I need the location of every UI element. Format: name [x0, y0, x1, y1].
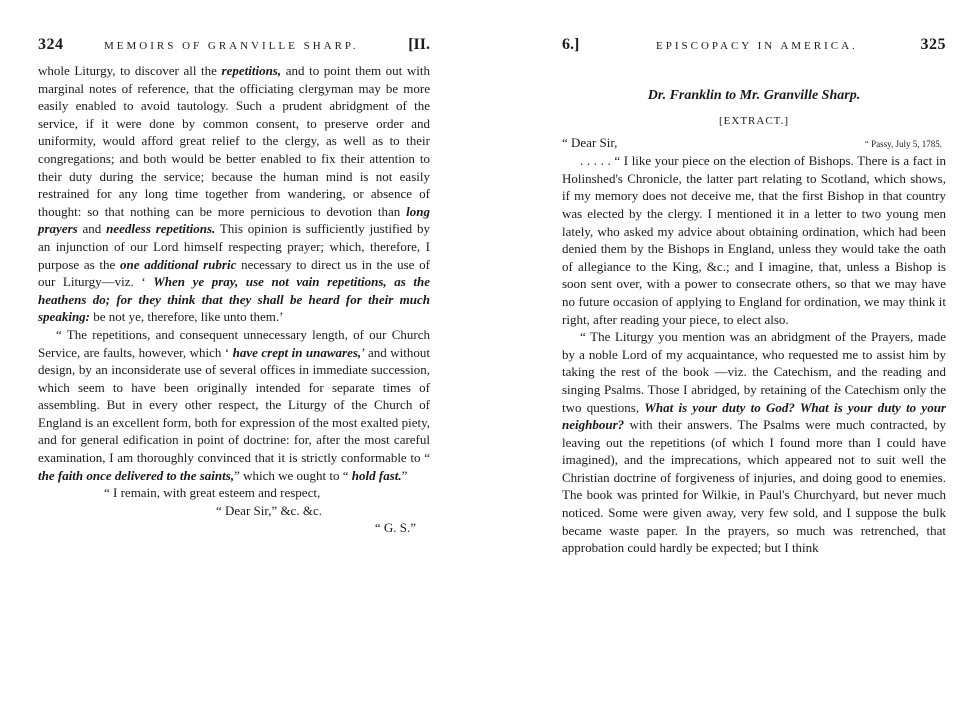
right-page-body [562, 62, 946, 557]
left-running-head: MEMOIRS OF GRANVILLE SHARP. [104, 40, 359, 52]
right-page [490, 0, 980, 701]
salutation: “ Dear Sir, [562, 135, 618, 151]
right-page-number: 325 [920, 36, 946, 53]
right-paragraph-2: “ The Liturgy you mention was an abridgment of the Prayers, made by a noble Lord of my acquaintance, who requested me to assist him by taking the rest of the book —viz. the Catechism, and the reading and singing Psalms. Those I abridged, by retaining of the Catechism only the two questions, What is your duty to God? What is your duty to your neighbour? with their answers. The Psalms were much contracted, by leaving out the repetitions (of which I found more than I could have imagined), and the imprecations, which appeared not to suit well the Christian doctrine of forgiveness of injuries, and doing good to enemies. The book was printed for Wilkie, in Paul's Churchyard, but never much noticed. Some were given away, very few sold, and I suppose the bulk became waste paper. In the prayers, so much was retrenched, that approbation could hardly be expected; but I think [562, 329, 946, 556]
right-section-marker: 6.] [562, 36, 580, 53]
right-paragraph-1: . . . . . “ I like your piece on the election of Bishops. There is a fact in Holinshed's Chronicle, the latter part relating to Scotland, which shows, if my memory does not deceive me, that the first Bishop in that country was elected by the clergy. I mentioned it in a letter to two young men lately, who asked my advice about obtaining ordination, which had been denied them by the Bishops in England, unless they would take the oath of allegiance to the King, &c.; and I imagine, that, unless a Bishop is soon sent over, with a power to consecrate others, so that we may have no future occasion of applying to England for ordination, we may think it right, after reading your piece, to elect also. [562, 153, 946, 327]
left-paragraph-1: whole Liturgy, to discover all the repetitions, and to point them out with marginal notes of reference, that the officiating clergyman may be more easily enabled to avoid tautology. Such a prudent abridgment of the service, if it were done by common consent, to preserve order and uniformity, would afford great relief to the clergy, as well as to their congregations; and both would be better enabled to fix their attention to their duty during the service; because the human mind is not easily restrained for any long time together from wandering, or absence of thought: so that nothing can be more pernicious to devotion than long prayers and needless repetitions. This opinion is sufficiently justified by an injunction of our Lord himself respecting prayer; which, therefore, I purpose as the one additional rubric necessary to direct us in the use of our Liturgy—viz. ‘ When ye pray, use not vain repetitions, as the heathens do; for they think that they shall be heard for their much speaking: be not ye, therefore, like unto them.’ [38, 63, 431, 325]
closing-salutation: “ Dear Sir,” &c. &c. [216, 502, 322, 518]
closing-line: “ I remain, with great esteem and respect, [104, 485, 321, 501]
left-page-body [38, 62, 430, 537]
left-page-number: 324 [38, 36, 64, 53]
left-page-header [38, 36, 430, 56]
signature-initials: “ G. S.” [374, 520, 416, 536]
left-paragraph-2: “ The repetitions, and consequent unnecessary length, of our Church Service, are faults, however, which ‘ have crept in unawares,’ and without design, by an inconsiderate use of several offices in immediate succession, which seem to have been originally intended for separate times of assembling. But in every other respect, the Liturgy of the Church of England is an excellent form, both for expression of the most exalted piety, and for general edification in point of doctrine: for, after the most careful examination, I am thoroughly convinced that it is strictly conformable to “ the faith once delivered to the saints,” which we ought to “ hold fast.” [38, 326, 430, 483]
letter-title: Dr. Franklin to Mr. Granville Sharp. [647, 88, 861, 103]
right-page-header [562, 36, 946, 56]
dateline: “ Passy, July 5, 1785. [864, 139, 942, 150]
left-section-marker: [II. [408, 36, 430, 53]
right-running-head: EPISCOPACY IN AMERICA. [656, 40, 858, 52]
salutation-row [562, 134, 946, 152]
extract-label: [EXTRACT.] [719, 114, 789, 127]
